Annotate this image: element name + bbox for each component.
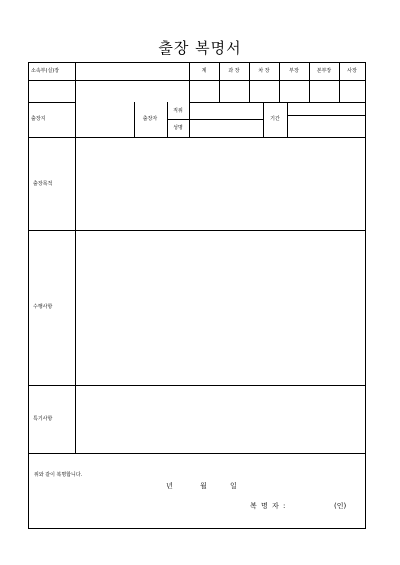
divider xyxy=(249,63,250,103)
divider xyxy=(279,63,280,103)
reporter-label: 복 명 자 : xyxy=(250,502,287,510)
divider xyxy=(189,63,190,103)
seal-label: (인) xyxy=(334,502,347,510)
divider xyxy=(287,102,288,137)
date-month-label: 월 xyxy=(200,482,207,490)
approval-manager-label: 부장 xyxy=(289,68,299,74)
divider xyxy=(29,80,365,81)
report-form xyxy=(28,62,366,529)
approval-deputy-label: 차 장 xyxy=(258,68,270,74)
date-day-label: 일 xyxy=(230,482,237,490)
name-label: 성명 xyxy=(173,125,183,131)
traveler-label: 출장자 xyxy=(142,116,158,122)
purpose-label: 출장목적 xyxy=(33,181,53,187)
divider xyxy=(167,119,263,120)
destination-label: 출장지 xyxy=(31,116,46,122)
divider xyxy=(29,385,365,386)
divider xyxy=(29,137,365,138)
divider xyxy=(75,63,76,453)
approval-staff-label: 계 xyxy=(201,68,207,74)
period-label: 기간 xyxy=(270,116,280,122)
document-title: 출장 복명서 xyxy=(158,39,242,57)
report-statement: 위와 같이 복명합니다. xyxy=(34,472,83,478)
performed-items-label: 수행사항 xyxy=(33,304,53,310)
divider xyxy=(339,63,340,103)
divider xyxy=(309,63,310,103)
remarks-label: 특기사항 xyxy=(33,416,53,422)
divider xyxy=(134,102,135,137)
divider xyxy=(167,102,168,137)
divider xyxy=(263,102,264,137)
approval-division-head-label: 본부장 xyxy=(316,68,332,74)
divider xyxy=(29,102,75,103)
divider xyxy=(287,115,365,116)
date-year-label: 년 xyxy=(166,482,173,490)
position-label: 직위 xyxy=(173,108,183,114)
approval-president-label: 사장 xyxy=(347,68,357,74)
divider xyxy=(29,453,365,454)
divider xyxy=(29,230,365,231)
department-head-label: 소속부(실)장 xyxy=(31,68,60,74)
divider xyxy=(189,102,190,137)
divider xyxy=(219,63,220,103)
approval-section-chief-label: 과 장 xyxy=(228,68,240,74)
